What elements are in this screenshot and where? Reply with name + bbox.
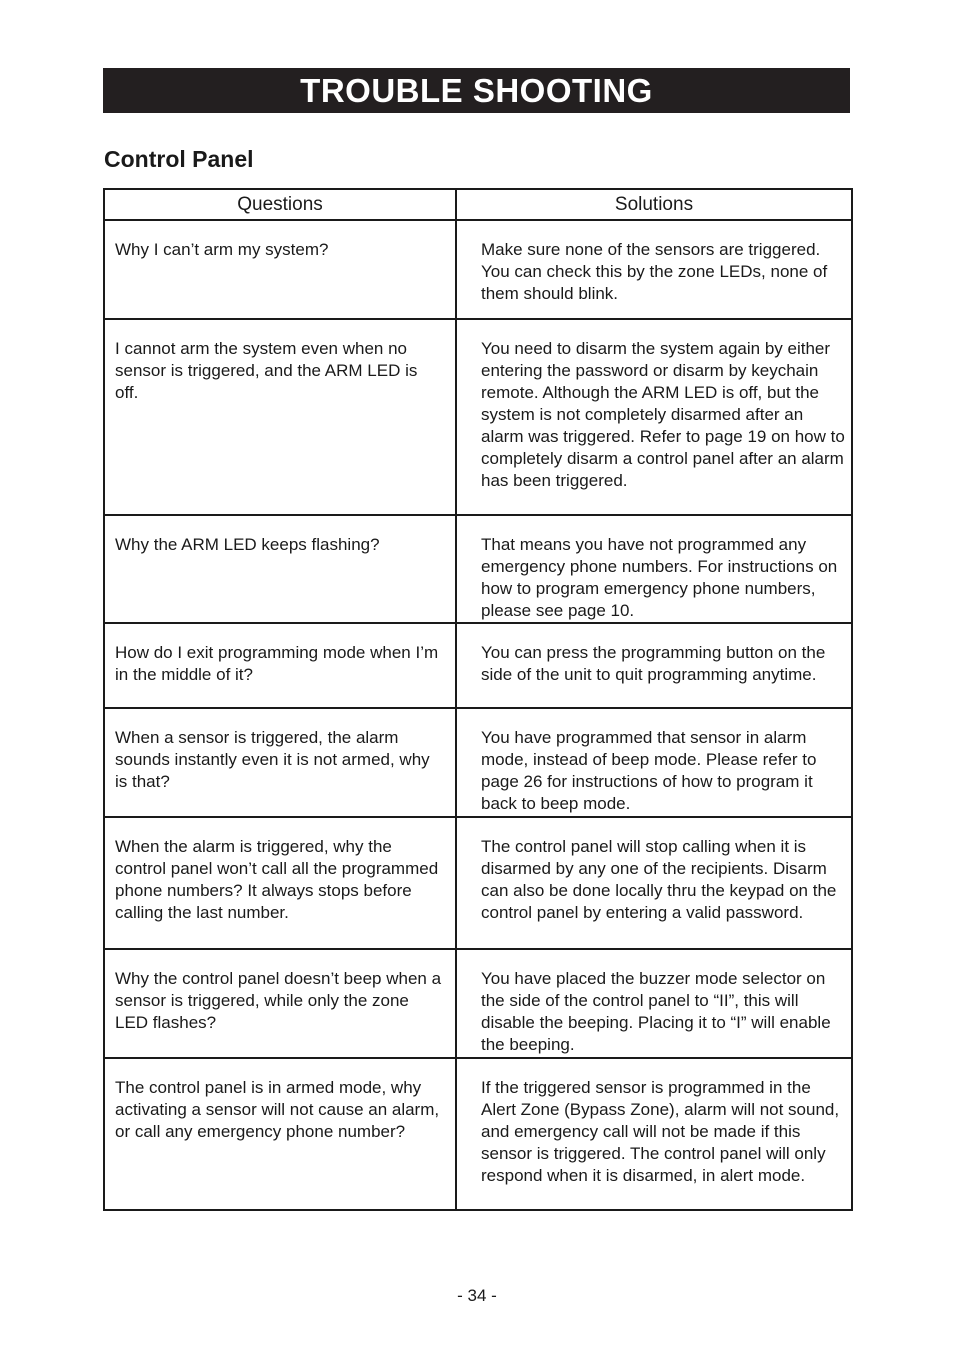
column-header-solutions: Solutions — [456, 189, 852, 220]
solution-cell: That means you have not programmed any emergency phone numbers. For instructions on how to program emergency phone numbers, please see page 10. — [456, 515, 852, 623]
solution-cell: You can press the programming button on the side of the unit to quit programming anytime. — [456, 623, 852, 708]
troubleshooting-table — [103, 188, 853, 1211]
question-cell: The control panel is in armed mode, why activating a sensor will not cause an alarm, or call any emergency phone number? — [104, 1058, 456, 1210]
table-row — [104, 319, 852, 515]
question-cell: When a sensor is triggered, the alarm sounds instantly even it is not armed, why is that? — [104, 708, 456, 817]
column-header-questions: Questions — [104, 189, 456, 220]
table-row — [104, 515, 852, 623]
solution-cell: You have placed the buzzer mode selector on the side of the control panel to “II”, this will disable the beeping. Placing it to “I” will enable the beeping. — [456, 949, 852, 1058]
solution-cell: Make sure none of the sensors are triggered. You can check this by the zone LEDs, none of them should blink. — [456, 220, 852, 319]
table-row — [104, 817, 852, 949]
question-cell: How do I exit programming mode when I’m in the middle of it? — [104, 623, 456, 708]
question-cell: When the alarm is triggered, why the control panel won’t call all the programmed phone numbers? It always stops before calling the last number. — [104, 817, 456, 949]
solution-cell: If the triggered sensor is programmed in the Alert Zone (Bypass Zone), alarm will not sound, and emergency call will not be made if this sensor is triggered. The control panel will only respond when it is disarmed, in alert mode. — [456, 1058, 852, 1210]
solution-cell: The control panel will stop calling when it is disarmed by any one of the recipients. Disarm can also be done locally thru the keypad on the control panel by entering a valid password. — [456, 817, 852, 949]
table-row — [104, 623, 852, 708]
question-cell: Why the ARM LED keeps flashing? — [104, 515, 456, 623]
table-row — [104, 1058, 852, 1210]
question-cell: Why I can’t arm my system? — [104, 220, 456, 319]
page-number: - 34 - — [457, 1286, 497, 1305]
table-row — [104, 220, 852, 319]
table-header-row — [104, 189, 852, 220]
table-row — [104, 708, 852, 817]
page-title: TROUBLE SHOOTING — [300, 72, 653, 109]
section-title: Control Panel — [104, 146, 254, 172]
page-title-bar — [103, 68, 850, 113]
table-row — [104, 949, 852, 1058]
question-cell: Why the control panel doesn’t beep when a sensor is triggered, while only the zone LED flashes? — [104, 949, 456, 1058]
solution-cell: You need to disarm the system again by either entering the password or disarm by keychain remote. Although the ARM LED is off, but the system is not completely disarmed after an alarm was triggered. Refer to page 19 on how to completely disarm a control panel after an alarm has been triggered. — [456, 319, 852, 515]
question-cell: I cannot arm the system even when no sensor is triggered, and the ARM LED is off. — [104, 319, 456, 515]
solution-cell: You have programmed that sensor in alarm mode, instead of beep mode. Please refer to page 26 for instructions of how to program it back to beep mode. — [456, 708, 852, 817]
